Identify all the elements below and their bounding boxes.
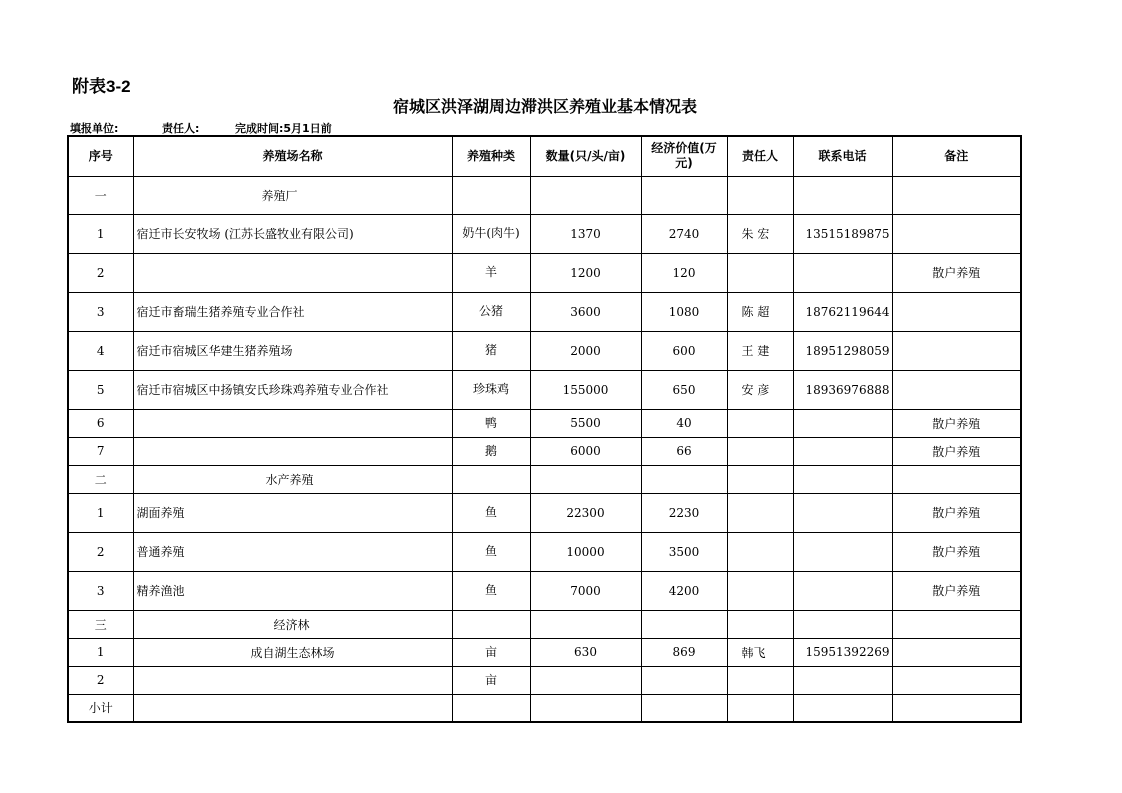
row-note — [892, 694, 1021, 722]
row-person: 陈 超 — [727, 292, 793, 331]
row-name: 经济林 — [133, 610, 452, 638]
row-name — [133, 409, 452, 437]
row-value: 600 — [641, 331, 727, 370]
row-name — [133, 694, 452, 722]
attachment-label: 附表3-2 — [72, 77, 131, 96]
table-row — [68, 253, 1021, 292]
row-name: 普通养殖 — [133, 532, 452, 571]
row-note — [892, 331, 1021, 370]
row-phone: 15951392269 — [793, 638, 892, 666]
page-title: 宿城区洪泽湖周边滞洪区养殖业基本情况表 — [392, 97, 697, 116]
row-seq: 3 — [68, 571, 133, 610]
row-seq: 1 — [68, 214, 133, 253]
row-seq: 2 — [68, 253, 133, 292]
row-person — [727, 610, 793, 638]
row-note — [892, 666, 1021, 694]
table-row — [68, 465, 1021, 493]
row-phone — [793, 666, 892, 694]
row-phone — [793, 176, 892, 214]
row-value: 3500 — [641, 532, 727, 571]
row-qty: 2000 — [530, 331, 641, 370]
row-person: 安 彦 — [727, 370, 793, 409]
row-phone — [793, 694, 892, 722]
row-person: 韩飞 — [727, 638, 793, 666]
row-qty: 22300 — [530, 493, 641, 532]
table-row — [68, 214, 1021, 253]
table-row — [68, 638, 1021, 666]
row-note — [892, 638, 1021, 666]
table-row — [68, 493, 1021, 532]
row-seq: 4 — [68, 331, 133, 370]
row-phone — [793, 610, 892, 638]
table-row — [68, 571, 1021, 610]
row-seq: 三 — [68, 610, 133, 638]
row-name: 宿迁市长安牧场 (江苏长盛牧业有限公司) — [133, 214, 452, 253]
row-qty: 155000 — [530, 370, 641, 409]
row-type — [452, 694, 530, 722]
row-note: 散户养殖 — [892, 493, 1021, 532]
row-person — [727, 176, 793, 214]
breeding-table — [67, 135, 1022, 723]
fill-in-unit: 填报单位: — [70, 122, 119, 135]
row-type: 鸭 — [452, 409, 530, 437]
row-person — [727, 694, 793, 722]
row-type: 亩 — [452, 638, 530, 666]
row-seq: 1 — [68, 493, 133, 532]
header-person: 责任人 — [727, 136, 793, 176]
row-note: 散户养殖 — [892, 253, 1021, 292]
row-type: 奶牛(肉牛) — [452, 214, 530, 253]
row-person — [727, 253, 793, 292]
header-phone: 联系电话 — [793, 136, 892, 176]
table-row — [68, 666, 1021, 694]
row-note — [892, 465, 1021, 493]
row-type: 羊 — [452, 253, 530, 292]
row-qty: 1370 — [530, 214, 641, 253]
row-value: 869 — [641, 638, 727, 666]
row-qty: 1200 — [530, 253, 641, 292]
row-qty: 3600 — [530, 292, 641, 331]
row-phone — [793, 493, 892, 532]
header-seq: 序号 — [68, 136, 133, 176]
row-phone: 18762119644 — [793, 292, 892, 331]
row-value: 4200 — [641, 571, 727, 610]
row-person — [727, 532, 793, 571]
row-note: 散户养殖 — [892, 571, 1021, 610]
row-seq: 2 — [68, 666, 133, 694]
row-type: 亩 — [452, 666, 530, 694]
row-note — [892, 370, 1021, 409]
row-name: 成自湖生态林场 — [133, 638, 452, 666]
row-qty: 630 — [530, 638, 641, 666]
row-phone — [793, 571, 892, 610]
row-seq: 6 — [68, 409, 133, 437]
row-person: 王 建 — [727, 331, 793, 370]
row-value — [641, 694, 727, 722]
fill-in-deadline: 完成时间:5月1日前 — [235, 122, 332, 135]
table-row — [68, 409, 1021, 437]
row-note — [892, 292, 1021, 331]
row-seq: 3 — [68, 292, 133, 331]
row-qty: 7000 — [530, 571, 641, 610]
row-phone — [793, 465, 892, 493]
row-value: 66 — [641, 437, 727, 465]
header-row — [68, 136, 1021, 176]
row-value: 2230 — [641, 493, 727, 532]
row-person — [727, 409, 793, 437]
row-type: 猪 — [452, 331, 530, 370]
header-value: 经济价值(万元) — [641, 136, 727, 176]
row-phone — [793, 409, 892, 437]
row-qty — [530, 694, 641, 722]
row-phone: 18951298059 — [793, 331, 892, 370]
row-type: 鱼 — [452, 532, 530, 571]
table-row — [68, 437, 1021, 465]
row-qty — [530, 666, 641, 694]
table-row — [68, 532, 1021, 571]
table-row — [68, 694, 1021, 722]
row-value: 2740 — [641, 214, 727, 253]
row-seq: 2 — [68, 532, 133, 571]
row-note: 散户养殖 — [892, 437, 1021, 465]
row-type — [452, 176, 530, 214]
row-type — [452, 610, 530, 638]
row-note: 散户养殖 — [892, 409, 1021, 437]
row-seq: 一 — [68, 176, 133, 214]
row-name: 宿迁市畜瑞生猪养殖专业合作社 — [133, 292, 452, 331]
row-name: 水产养殖 — [133, 465, 452, 493]
row-name: 养殖厂 — [133, 176, 452, 214]
row-value — [641, 666, 727, 694]
row-value: 120 — [641, 253, 727, 292]
row-seq: 7 — [68, 437, 133, 465]
row-seq: 二 — [68, 465, 133, 493]
row-qty: 6000 — [530, 437, 641, 465]
row-qty — [530, 176, 641, 214]
row-name: 湖面养殖 — [133, 493, 452, 532]
header-note: 备注 — [892, 136, 1021, 176]
row-type — [452, 465, 530, 493]
row-phone — [793, 437, 892, 465]
row-phone: 13515189875 — [793, 214, 892, 253]
row-person — [727, 666, 793, 694]
row-value — [641, 465, 727, 493]
row-person — [727, 493, 793, 532]
row-person: 朱 宏 — [727, 214, 793, 253]
row-note — [892, 214, 1021, 253]
row-qty: 10000 — [530, 532, 641, 571]
table-row — [68, 370, 1021, 409]
row-name: 精养渔池 — [133, 571, 452, 610]
row-name: 宿迁市宿城区中扬镇安氏珍珠鸡养殖专业合作社 — [133, 370, 452, 409]
row-type: 鱼 — [452, 493, 530, 532]
table-row — [68, 176, 1021, 214]
row-name — [133, 666, 452, 694]
row-qty — [530, 610, 641, 638]
row-note — [892, 176, 1021, 214]
header-qty: 数量(只/头/亩) — [530, 136, 641, 176]
row-type: 公猪 — [452, 292, 530, 331]
row-type: 鹅 — [452, 437, 530, 465]
table-row — [68, 610, 1021, 638]
row-seq: 5 — [68, 370, 133, 409]
row-note: 散户养殖 — [892, 532, 1021, 571]
row-value: 1080 — [641, 292, 727, 331]
row-seq: 小计 — [68, 694, 133, 722]
row-note — [892, 610, 1021, 638]
row-type: 鱼 — [452, 571, 530, 610]
row-person — [727, 465, 793, 493]
table-row — [68, 292, 1021, 331]
row-type: 珍珠鸡 — [452, 370, 530, 409]
row-phone — [793, 253, 892, 292]
row-name: 宿迁市宿城区华建生猪养殖场 — [133, 331, 452, 370]
row-value: 40 — [641, 409, 727, 437]
row-phone: 18936976888 — [793, 370, 892, 409]
header-name: 养殖场名称 — [133, 136, 452, 176]
row-qty — [530, 465, 641, 493]
row-name — [133, 437, 452, 465]
row-value — [641, 176, 727, 214]
row-value — [641, 610, 727, 638]
row-phone — [793, 532, 892, 571]
header-type: 养殖种类 — [452, 136, 530, 176]
table-row — [68, 331, 1021, 370]
row-person — [727, 571, 793, 610]
row-seq: 1 — [68, 638, 133, 666]
fill-in-person: 责任人: — [162, 122, 200, 135]
row-value: 650 — [641, 370, 727, 409]
row-qty: 5500 — [530, 409, 641, 437]
row-person — [727, 437, 793, 465]
row-name — [133, 253, 452, 292]
